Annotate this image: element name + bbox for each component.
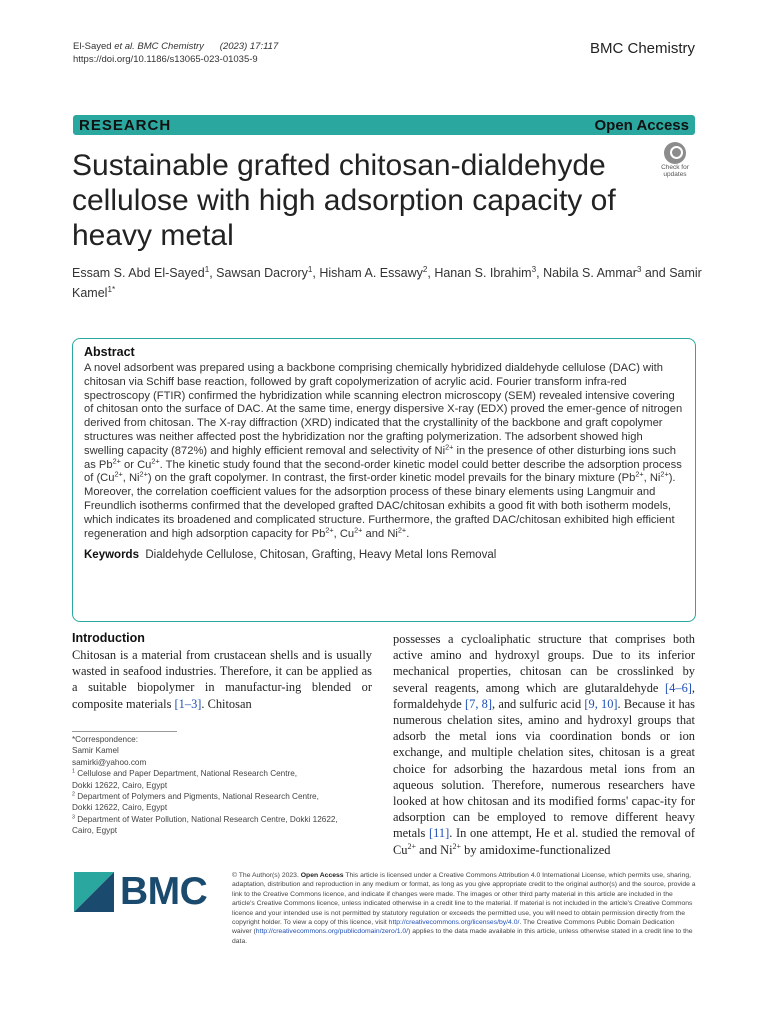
footnote-line: Samir Kamel	[72, 746, 119, 756]
affiliation-mark: 2	[72, 791, 75, 798]
abstract-text: A novel adsorbent was prepared using a backbone comprising chemically hybridized dialdehyde cellulose (DAC) with chitosan via Schiff base reaction, followed by graft copolymerization of acrylic acid. Fourier transform infra-red spectroscopy (FTIR) confirmed the hybridization while scanning electron microscopy (SEM) revealed intensive covering of chitosan onto the surface of DAC. At the same time, energy dispersive X-ray (EDX) proved the emer-gence of nitrogen derived from chitosan. The X-ray diffraction (XRD) indicated that the crystallinity of the backbone and graft copolymer structures was neither affected post the hybridization nor the grafting polymerization. The adsorbent showed high swelling capacity (872%) and highly efficient removal and selectivity of $Ni^{2+}$ in the presence of other disturbing ions such as $Pb^{2+}$ or $Cu^{2+}$. The kinetic study found that the second-order kinetic model could better describe the adsorption process of ($Cu^{2+}$, $Ni^{2+}$) on the graft copolymer. In contrast, the first-order kinetic model prevails for the binary mixture ($Pb^{2+}$, $Ni^{2+}$). Moreover, the correlation coefficient values for the adsorption process of these binary elements using Langmuir and Freundlich isotherms confirmed that the developed grafted DAC/chitosan exhibits a good fit with both isotherm models, which indicates its broadened and complicated structure. Furthermore, the grafted DAC/chitosan exhibited high efficient regeneration and high adsorption capacity for $Pb^{2+}$, $Cu^{2+}$ and $Ni^{2+}$.	[84, 362, 683, 540]
citation-link[interactable]: [11]	[429, 826, 450, 841]
intro-column-left	[72, 631, 372, 712]
footnote-rule	[72, 731, 177, 732]
superscript: 2+	[325, 524, 334, 534]
intro-column-right	[393, 631, 695, 858]
doi-link[interactable]: https://doi.org/10.1186/s13065-023-01035-9	[73, 54, 258, 65]
author-affiliation-mark: 3	[531, 264, 537, 274]
license-link[interactable]: http://creativecommons.org/licenses/by/4.0/	[388, 919, 520, 927]
footnote-line: $^2$ Department of Polymers and Pigments, National Research Centre,	[72, 791, 319, 802]
footnote-line: *Correspondence:	[72, 735, 138, 744]
citation-link[interactable]: [7, 8]	[465, 696, 492, 711]
author-name: Sawsan Dacrory	[216, 266, 308, 280]
bmc-logo	[74, 872, 214, 912]
abstract-heading: Abstract	[84, 345, 135, 359]
bmc-logo-text: BMC	[120, 870, 208, 913]
abstract-box	[72, 338, 696, 622]
superscript: 2+	[407, 841, 417, 851]
footnote-line: $^1$ Cellulose and Paper Department, National Research Centre,	[72, 768, 298, 779]
footnote-line: $^3$ Department of Water Pollution, National Research Centre, Dokki 12622,	[72, 814, 338, 824]
superscript: 2+	[660, 469, 669, 479]
superscript: 2+	[452, 841, 462, 851]
keywords-label: Keywords	[84, 549, 139, 562]
superscript: 2+	[354, 524, 363, 534]
author-list: Essam S. Abd El-Sayed$^1$, Sawsan Dacrory$^1$, Hisham A. Essawy$^2$, Hanan S. Ibrahim$^3$, Nabila S. Ammar$^3$ and Samir Kamel$^{1*}$	[72, 264, 702, 300]
author-name: Hisham A. Essawy	[319, 266, 423, 280]
superscript: 2+	[112, 455, 121, 465]
section-label: RESEARCH	[79, 116, 172, 134]
public-domain-link[interactable]: http://creativecommons.org/publicdomain/zero/1.0/	[255, 928, 409, 936]
author-affiliation-mark: 2	[422, 264, 428, 274]
check-updates-icon	[664, 142, 686, 164]
check-for-updates-badge[interactable]: Check for updates	[654, 142, 696, 180]
section-banner	[73, 115, 695, 135]
intro-paragraph-start: Chitosan is a material from crustacean shells and is usually wasted in seafood industries. Therefore, it can be applied as a suitable biopolymer in manufactur-ing blended or composite materials [1–3]. Chitosan	[72, 648, 372, 711]
superscript: 2+	[151, 455, 160, 465]
keywords-list: Dialdehyde Cellulose, Chitosan, Grafting, Heavy Metal Ions Removal	[145, 549, 497, 562]
superscript: 2+	[397, 524, 407, 534]
affiliation-mark: 3	[72, 814, 75, 821]
footnote-line: Dokki 12622, Cairo, Egypt	[72, 780, 168, 790]
superscript: 2+	[635, 469, 644, 479]
author-affiliation-mark: 1	[307, 264, 313, 274]
citation-link[interactable]: [4–6]	[665, 680, 692, 695]
article-title: Sustainable grafted chitosan-dialdehyde cellulose with high adsorption capacity of heavy metal	[72, 149, 616, 252]
author-name: Hanan S. Ibrahim	[434, 266, 532, 280]
footnote-line: Dokki 12622, Cairo, Egypt	[72, 803, 168, 813]
author-name: Samir Kamel	[72, 266, 702, 300]
keywords	[84, 549, 684, 561]
author-affiliation-mark: 3	[636, 264, 642, 274]
superscript: 2+	[139, 469, 148, 479]
bmc-logo-icon	[74, 872, 114, 912]
citation-link[interactable]: [9, 10]	[584, 696, 618, 711]
affiliation-mark: 1	[72, 768, 75, 775]
author-affiliation-mark: 1	[204, 264, 210, 274]
journal-name: BMC Chemistry	[589, 40, 695, 57]
superscript: 2+	[114, 469, 123, 479]
open-access-label: Open Access	[594, 116, 689, 134]
citation-link[interactable]: [1–3]	[174, 696, 202, 711]
author-affiliation-mark: 1*	[107, 284, 116, 294]
author-name: Nabila S. Ammar	[543, 266, 637, 280]
intro-heading: Introduction	[72, 631, 145, 645]
footnotes	[72, 734, 372, 837]
author-name: Essam S. Abd El-Sayed	[72, 266, 205, 280]
superscript: 2+	[445, 442, 454, 452]
footnote-line: samirki@yahoo.com	[72, 757, 147, 767]
running-header	[73, 40, 278, 66]
citation-line: El-Sayed et al. BMC Chemistry (2023) 17:117	[73, 41, 279, 52]
intro-paragraph-continued: possesses a cycloaliphatic structure that comprises both active amino and hydroxyl groups. Due to its inferior mechanical properties, chitosan can be crosslinked by several reagents, among which are glutaraldehyde [4–6], formaldehyde [7, 8], and sulfuric acid [9, 10]. Because it has numerous chelation sites, amino and hydroxyl groups that adsorb the metal ions via coordination bonds or ion exchange, and multiple chelation sites, chitosan is a great choice for adsorbing the hazardous metal ions from an aqueous solution. Therefore, numerous researchers have looked at how chitosan and its modified forms' capac-ity for adsorption can be employed to remove different heavy metals [11]. In one attempt, He et al. studied the removal of $Cu^{2+}$ and $Ni^{2+}$ by amidoxime-functionalized	[393, 632, 695, 857]
footnote-line: Cairo, Egypt	[72, 826, 118, 836]
license-notice: © The Author(s) 2023. Open Access This article is licensed under a Creative Commons Attribution 4.0 International License, which permits use, sharing, adaptation, distribution and reproduction in any medium or format, as long as you give appropriate credit to the original author(s) and the source, provide a link to the Creative Commons licence, and indicate if changes were made. The images or other third party material in this article are included in the article's Creative Commons licence, unless indicated otherwise in a credit line to the material. If material is not included in the article's Creative Commons licence and your intended use is not permitted by statutory regulation or exceeds the permitted use, you will need to obtain permission directly from the copyright holder. To view a copy of this licence, visit http://creativecommons.org/licenses/by/4.0/. The Creative Commons Public Domain Dedication waiver (http://creativecommons.org/publicdomain/zero/1.0/) applies to the data made available in this article, unless otherwise stated in a credit line to the data.	[232, 872, 696, 945]
